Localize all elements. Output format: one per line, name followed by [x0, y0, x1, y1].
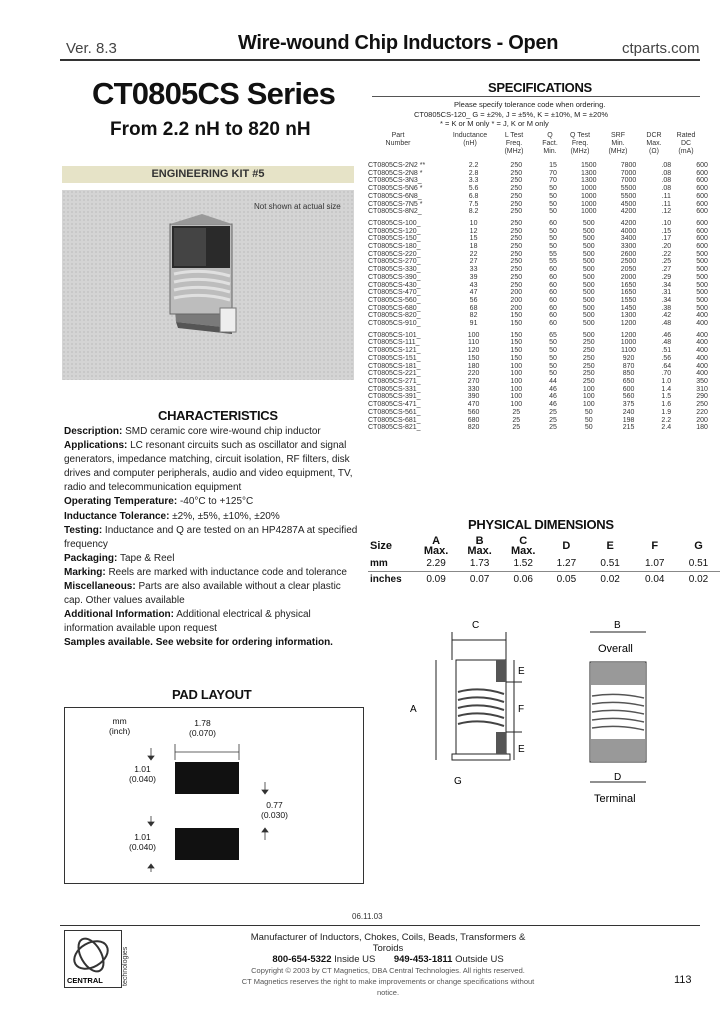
table-row: CT0805CS-221_ 220 100 50 250 850 .70 400: [368, 370, 708, 378]
physical-dimensions-heading: PHYSICAL DIMENSIONS: [468, 517, 614, 532]
characteristics-heading: CHARACTERISTICS: [158, 408, 278, 423]
table-row: CT0805CS-330_ 33 250 60 500 2050 .27 500: [368, 266, 708, 274]
website-link[interactable]: ctparts.com: [622, 40, 700, 57]
char-item: Marking: Reels are marked with inductance code and tolerance: [64, 566, 347, 578]
specifications-heading: SPECIFICATIONS: [488, 80, 592, 95]
char-item: Inductance Tolerance: ±2%, ±5%, ±10%, ±20%: [64, 510, 280, 522]
table-row: inches 0.09 0.07 0.06 0.05 0.02 0.04 0.02: [368, 572, 720, 588]
table-row: CT0805CS-910_ 91 150 60 500 1200 .48 400: [368, 320, 708, 328]
table-row: CT0805CS-471_ 470 100 46 100 375 1.6 250: [368, 401, 708, 409]
pad-layout-heading: PAD LAYOUT: [172, 687, 252, 702]
product-photo: [62, 190, 354, 380]
table-row: CT0805CS-821_ 820 25 25 50 215 2.4 180: [368, 424, 708, 432]
pad-dim-left1: 1.01 (0.040): [129, 764, 156, 784]
header-divider: [60, 59, 700, 61]
char-item: Samples available. See website for ordering information.: [64, 637, 333, 649]
char-item: Packaging: Tape & Reel: [64, 552, 175, 564]
page-title: Wire-wound Chip Inductors - Open: [238, 32, 559, 54]
table-row: CT0805CS-470_ 47 200 60 500 1650 .31 500: [368, 289, 708, 297]
series-title: CT0805CS Series: [92, 76, 336, 111]
footer-info: Manufacturer of Inductors, Chokes, Coils, Beads, Transformers & Toroids 800-654-5322 Inside US 949-453-1811 Outside US Copyright © 2003 by CT Magnetics, DBA Central Technologies. All rights reserved. CT Magnetics reserves the right to make improvements or change specifications without notice.: [238, 932, 538, 998]
table-row: CT0805CS-681_ 680 25 25 50 198 2.2 200: [368, 416, 708, 424]
spec-divider: [372, 96, 700, 97]
logo-icon: [65, 931, 121, 987]
table-row: CT0805CS-430_ 43 250 60 500 1650 .34 500: [368, 281, 708, 289]
dim-label-d: D: [614, 772, 622, 783]
series-range: From 2.2 nH to 820 nH: [110, 119, 311, 140]
char-item: Testing: Inductance and Q are tested on an HP4287A at specified frequency: [64, 524, 358, 550]
table-row: CT0805CS-6N8_ 6.8 250 50 1000 5500 .11 600: [368, 192, 708, 200]
revision-date: 06.11.03: [352, 912, 383, 921]
table-row: Size A Max. B Max. C Max. D E F G: [370, 535, 703, 557]
table-row: CT0805CS-560_ 56 200 60 500 1550 .34 500: [368, 296, 708, 304]
svg-text:CENTRAL: CENTRAL: [67, 976, 103, 985]
footer-divider: [60, 925, 700, 926]
table-row: CT0805CS-220_ 22 250 55 500 2600 .22 500: [368, 250, 708, 258]
pad-layout-diagram: [64, 707, 364, 884]
dim-label-f: F: [518, 704, 525, 715]
dim-label-a: A: [410, 704, 417, 715]
footer-disclaimer: CT Magnetics reserves the right to make improvements or change specifications without notice.: [241, 977, 535, 997]
table-row: mm 2.29 1.73 1.52 1.27 0.51 1.07 0.51: [370, 558, 709, 569]
pad-dim-top: 1.78 (0.070): [189, 718, 216, 738]
dim-label-overall: Overall: [598, 643, 633, 655]
dim-label-g: G: [454, 776, 462, 787]
characteristics-list: [64, 425, 360, 651]
spec-column-header: Q Fact. Min.: [542, 132, 558, 155]
spec-column-header: Rated DC (mA): [676, 132, 696, 155]
spec-column-header: L Test Freq. (MHz): [504, 132, 524, 155]
table-row: CT0805CS-561_ 560 25 25 50 240 1.9 220: [368, 408, 708, 416]
spec-column-header: Part Number: [385, 132, 411, 147]
pad-dim-left2: 1.01 (0.040): [129, 832, 156, 852]
dim-label-c: C: [472, 620, 480, 631]
photo-note: Not shown at actual size: [254, 202, 341, 211]
char-item: Description: SMD ceramic core wire-wound chip inductor: [64, 426, 321, 437]
table-row: CT0805CS-331_ 330 100 46 100 600 1.4 310: [368, 385, 708, 393]
phone-outside[interactable]: 949-453-1811: [393, 954, 453, 965]
dim-label-b: B: [614, 620, 621, 631]
spec-column-header: DCR Max. (Ω): [646, 132, 662, 155]
spec-column-header: Inductance (nH): [452, 132, 488, 147]
spec-note-2: CT0805CS-120_ G = ±2%, J = ±5%, K = ±10%, M = ±20%: [414, 110, 609, 119]
table-row: CT0805CS-7N5 * 7.5 250 50 1000 4500 .11 600: [368, 200, 708, 208]
table-row: CT0805CS-111_ 110 150 50 250 1000 .48 400: [368, 339, 708, 347]
table-row: CT0805CS-150_ 15 250 50 500 3400 .17 600: [368, 235, 708, 243]
table-row: CT0805CS-121_ 120 150 50 250 1100 .51 400: [368, 347, 708, 355]
footer-copyright: Copyright © 2003 by CT Magnetics, DBA Central Technologies. All rights reserved.: [251, 966, 525, 975]
char-item: Miscellaneous: Parts are also available without a clear plastic cap. Other values available: [64, 581, 341, 607]
char-item: Additional Information: Additional electrical & physical information available upon request: [64, 609, 311, 635]
physical-dimensions-table: [368, 536, 720, 587]
spec-column-header: Q Test Freq. (MHz): [569, 132, 591, 155]
table-row: CT0805CS-390_ 39 250 60 500 2000 .29 500: [368, 273, 708, 281]
central-logo: [64, 930, 122, 988]
table-row: CT0805CS-5N6 * 5.6 250 50 1000 5500 .08 600: [368, 185, 708, 193]
inductor-photo-illustration: [62, 190, 354, 380]
pad-dim-right: 0.77 (0.030): [261, 800, 288, 820]
table-row: CT0805CS-3N3_ 3.3 250 70 1300 7000 .08 600: [368, 177, 708, 185]
footer-manufacturer: Manufacturer of Inductors, Chokes, Coils, Beads, Transformers & Toroids: [250, 932, 526, 954]
pad-units: mm (inch): [109, 716, 131, 736]
table-row: CT0805CS-680_ 68 200 60 500 1450 .38 500: [368, 304, 708, 312]
table-row: CT0805CS-181_ 180 100 50 250 870 .64 400: [368, 362, 708, 370]
spec-note-1: Please specify tolerance code when ordering.: [454, 100, 606, 109]
dim-label-e2: E: [518, 744, 525, 755]
spec-note-3: * = K or M only * = J, K or M only: [440, 119, 549, 128]
specifications-table: [368, 162, 720, 432]
table-row: CT0805CS-151_ 150 150 50 250 920 .56 400: [368, 354, 708, 362]
table-row: CT0805CS-120_ 12 250 50 500 4000 .15 600: [368, 227, 708, 235]
spec-column-header: SRF Min. (MHz): [608, 132, 628, 155]
dimension-drawings: [410, 612, 710, 812]
table-row: CT0805CS-100_ 10 250 60 500 4200 .10 600: [368, 219, 708, 227]
table-row: CT0805CS-101_ 100 150 65 500 1200 .46 400: [368, 331, 708, 339]
table-row: CT0805CS-270_ 27 250 55 500 2500 .25 500: [368, 258, 708, 266]
dim-label-e1: E: [518, 666, 525, 677]
table-row: CT0805CS-391_ 390 100 46 100 560 1.5 290: [368, 393, 708, 401]
table-row: CT0805CS-271_ 270 100 44 250 650 1.0 350: [368, 377, 708, 385]
phone-inside[interactable]: 800-654-5322: [272, 954, 332, 965]
logo-side-text: technologies: [122, 946, 129, 986]
table-row: CT0805CS-180_ 18 250 50 500 3300 .20 600: [368, 243, 708, 251]
version-label: Ver. 8.3: [66, 40, 117, 57]
char-item: Applications: LC resonant circuits such as oscillator and signal generators, impedance matching, circuit isolation, RF filters, disk drives and computer peripherals, audio and video equipment, TV, radio and telecommunication equipment: [64, 440, 353, 494]
table-row: CT0805CS-820_ 82 150 60 500 1300 .42 400: [368, 312, 708, 320]
engineering-kit-banner: ENGINEERING KIT #5: [62, 166, 354, 183]
page-number: 113: [674, 974, 692, 986]
table-row: CT0805CS-2N8 * 2.8 250 70 1300 7000 .08 600: [368, 169, 708, 177]
char-item: Operating Temperature: -40°C to +125°C: [64, 496, 254, 508]
dim-label-terminal: Terminal: [594, 793, 636, 805]
table-row: CT0805CS-2N2 ** 2.2 250 15 1500 7800 .08 600: [368, 162, 708, 169]
pad-dimension-lines: [65, 708, 363, 883]
table-row: CT0805CS-8N2_ 8.2 250 50 1000 4200 .12 600: [368, 208, 708, 216]
